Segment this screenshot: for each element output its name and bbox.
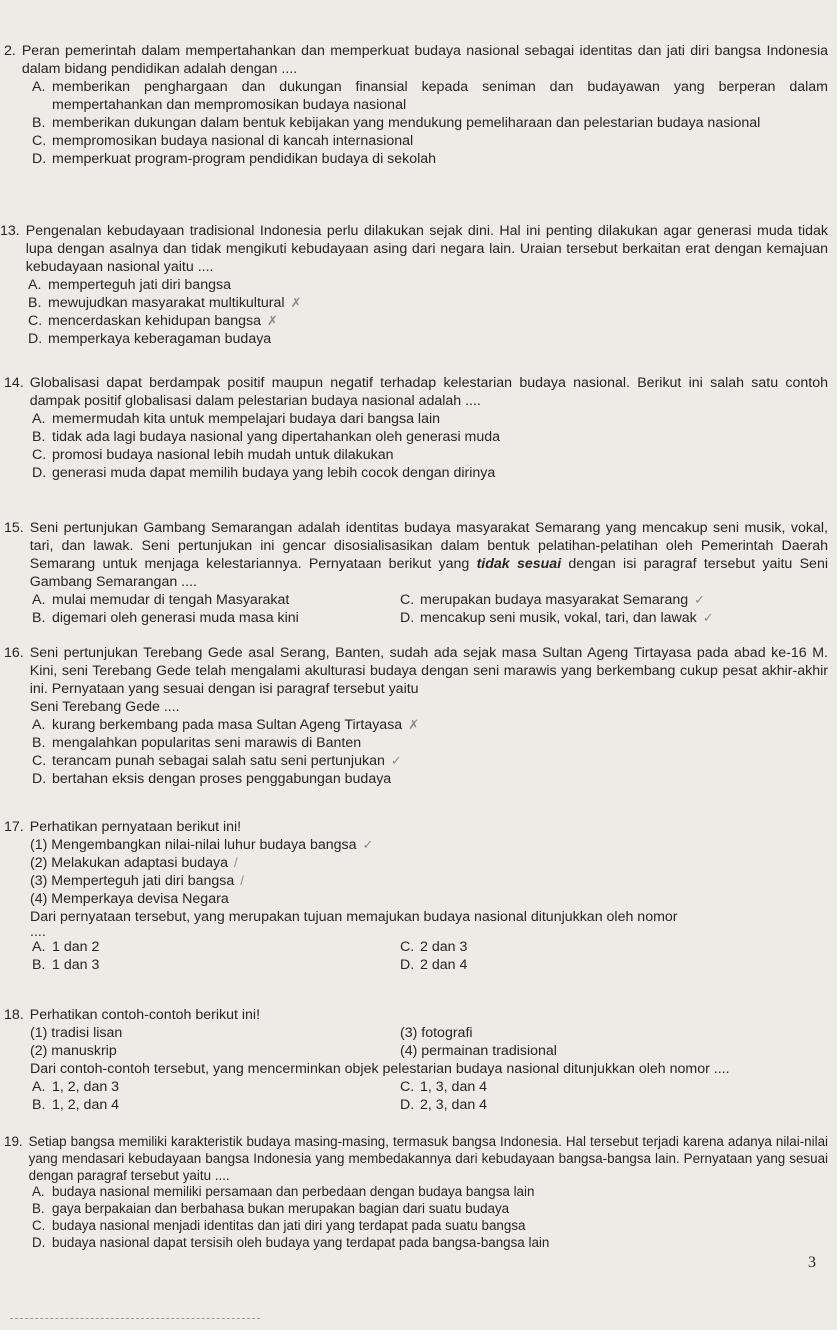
- option-d[interactable]: D. memperkuat program-program pendidikan budaya di sekolah: [32, 151, 437, 167]
- question-14: [4, 374, 828, 482]
- question-stem: Seni pertunjukan Gambang Semarangan adalah identitas budaya masyarakat Semarang yang mencakup seni musik, vokal, tari, dan lawak. Seni pertunjukan ini gencar disosialisasikan dalam bentuk pelatihan-pelatihan oleh Pemerintah Daerah Semarang untuk menjaga kelestariannya. Pernyataan berikut yang tidak sesuai dengan isi paragraf tersebut yaitu Seni Gambang Semarangan ....: [29, 520, 828, 590]
- option-b[interactable]: B. 1, 2, dan 4: [32, 1097, 120, 1113]
- slash-mark-icon: /: [240, 873, 244, 888]
- option-c[interactable]: C. mempromosikan budaya nasional di kancah internasional: [32, 133, 414, 149]
- example-item: (2) manuskrip: [30, 1043, 117, 1059]
- option-a[interactable]: A. budaya nasional memiliki persamaan dan perbedaan dengan budaya bangsa lain: [32, 1184, 535, 1200]
- option-c[interactable]: C. merupakan budaya masyarakat Semarang ✓: [400, 592, 706, 608]
- option-b[interactable]: B. gaya berpakaian dan berbahasa bukan merupakan bagian dari suatu budaya: [32, 1201, 510, 1217]
- statement-item: (1) Mengembangkan nilai-nilai luhur budaya bangsa ✓: [30, 837, 374, 853]
- question-number: 2.: [4, 43, 16, 59]
- check-mark-icon: ✓: [362, 837, 374, 852]
- option-c[interactable]: C. mencerdaskan kehidupan bangsa ✗: [28, 313, 278, 329]
- emphasis-text: tidak sesuai: [476, 556, 562, 572]
- statement-item: (3) Memperteguh jati diri bangsa /: [30, 873, 244, 889]
- option-a[interactable]: A. 1, 2, dan 3: [32, 1079, 120, 1095]
- option-d[interactable]: D. bertahan eksis dengan proses penggabungan budaya: [32, 771, 392, 787]
- cross-mark-icon: ✗: [266, 313, 278, 328]
- option-b[interactable]: B. memberikan dukungan dalam bentuk kebijakan yang mendukung pemeliharaan dan pelestarian budaya nasional: [32, 115, 761, 131]
- option-a[interactable]: A. 1 dan 2: [32, 939, 100, 955]
- example-item: (1) tradisi lisan: [30, 1025, 123, 1041]
- option-d[interactable]: D. generasi muda dapat memilih budaya yang lebih cocok dengan dirinya: [32, 465, 496, 481]
- question-number: 13.: [0, 223, 20, 239]
- cross-mark-icon: ✗: [408, 717, 420, 732]
- question-stem-continuation: Seni Terebang Gede ....: [30, 699, 180, 715]
- question-number: 18.: [4, 1007, 24, 1023]
- question-stem: Peran pemerintah dalam mempertahankan dan memperkuat budaya nasional sebagai identitas dan jati diri bangsa Indonesia dalam bidang pendidikan adalah dengan ....: [21, 43, 828, 77]
- option-d[interactable]: D. mencakup seni musik, vokal, tari, dan lawak ✓: [400, 610, 714, 626]
- option-a[interactable]: A. kurang berkembang pada masa Sultan Ageng Tirtayasa ✗: [32, 717, 420, 733]
- question-stem: Pengenalan kebudayaan tradisional Indonesia perlu dilakukan sejak dini. Hal ini penting dilakukan agar generasi muda tidak lupa dengan asalnya dan tidak mengikuti kebudayaan asing dari negara lain. Uraian tersebut berkaitan erat dengan kemajuan kebudayaan nasional yaitu ....: [25, 223, 828, 275]
- option-a[interactable]: A. memermudah kita untuk mempelajari budaya dari bangsa lain: [32, 411, 441, 427]
- statement-item: (4) Memperkaya devisa Negara: [30, 891, 229, 907]
- option-c[interactable]: C. terancam punah sebagai salah satu seni pertunjukan ✓: [32, 753, 402, 769]
- question-17: [4, 818, 828, 974]
- question-stem: Setiap bangsa memiliki karakteristik budaya masing-masing, termasuk bangsa Indonesia. Hal tersebut terjadi karena adanya nilai-nilai yang mendasari kebudayaan bangsa Indonesia yang membedakannya dari kebudayaan bangsa-bangsa lain. Pernyataan yang sesuai dengan paragraf tersebut yaitu ....: [28, 1134, 828, 1183]
- question-prompt: Dari pernyataan tersebut, yang merupakan tujuan memajukan budaya nasional ditunjukkan oleh nomor: [30, 909, 678, 925]
- option-b[interactable]: B. digemari oleh generasi muda masa kini: [32, 610, 299, 626]
- option-c[interactable]: C. promosi budaya nasional lebih mudah untuk dilakukan: [32, 447, 394, 463]
- page-number: 3: [808, 1254, 816, 1271]
- check-mark-icon: ✓: [694, 592, 706, 607]
- question-number: 14.: [4, 375, 24, 391]
- option-d[interactable]: D. memperkaya keberagaman budaya: [28, 331, 272, 347]
- question-19: [4, 1134, 828, 1252]
- option-b[interactable]: B. mengalahkan popularitas seni marawis di Banten: [32, 735, 362, 751]
- option-b[interactable]: B. 1 dan 3: [32, 957, 100, 973]
- question-prompt: Dari contoh-contoh tersebut, yang mencerminkan objek pelestarian budaya nasional ditunjukkan oleh nomor ....: [30, 1061, 730, 1077]
- option-a[interactable]: A. memperteguh jati diri bangsa: [28, 277, 231, 293]
- question-stem: Seni pertunjukan Terebang Gede asal Serang, Banten, sudah ada sejak masa Sultan Ageng Tirtayasa pada abad ke-16 M. Kini, seni Terebang Gede telah mengalami akulturasi budaya dengan seni marawis yang berkembang cukup pesat akhir-akhir ini. Pernyataan yang sesuai dengan isi paragraf tersebut yaitu: [29, 645, 828, 697]
- question-15: [4, 519, 828, 627]
- option-c[interactable]: C. 2 dan 3: [400, 939, 468, 955]
- example-item: (3) fotografi: [400, 1025, 473, 1041]
- question-stem: Globalisasi dapat berdampak positif maupun negatif terhadap kelestarian budaya nasional. Berikut ini salah satu contoh dampak positif globalisasi dalam pelestarian budaya nasional adalah ....: [29, 375, 828, 409]
- statement-item: (2) Melakukan adaptasi budaya /: [30, 855, 238, 871]
- question-stem: Perhatikan pernyataan berikut ini!: [29, 819, 242, 835]
- question-stem: Perhatikan contoh-contoh berikut ini!: [29, 1007, 261, 1023]
- question-number: 16.: [4, 645, 24, 661]
- question-number: 17.: [4, 819, 24, 835]
- question-16: [4, 644, 828, 788]
- question-ellipsis: ....: [30, 924, 46, 940]
- option-c[interactable]: C. budaya nasional menjadi identitas dan jati diri yang terdapat pada suatu bangsa: [32, 1217, 526, 1233]
- option-c[interactable]: C. 1, 3, dan 4: [400, 1079, 488, 1095]
- slash-mark-icon: /: [233, 855, 238, 870]
- option-b[interactable]: B. tidak ada lagi budaya nasional yang dipertahankan oleh generasi muda: [32, 429, 501, 445]
- option-d[interactable]: D. budaya nasional dapat tersisih oleh budaya yang terdapat pada bangsa-bangsa lain: [32, 1234, 550, 1250]
- cross-mark-icon: ✗: [290, 295, 302, 310]
- question-13: [0, 222, 828, 348]
- option-b[interactable]: B. mewujudkan masyarakat multikultural ✗: [28, 295, 302, 311]
- option-d[interactable]: D. 2, 3, dan 4: [400, 1097, 488, 1113]
- question-number: 19.: [4, 1134, 23, 1149]
- option-d[interactable]: D. 2 dan 4: [400, 957, 468, 973]
- check-mark-icon: ✓: [702, 610, 714, 625]
- question-number: 15.: [4, 520, 24, 536]
- footer-divider: [10, 1318, 260, 1319]
- question-2: [4, 42, 828, 168]
- check-mark-icon: ✓: [390, 753, 402, 768]
- example-item: (4) permainan tradisional: [400, 1043, 557, 1059]
- option-a[interactable]: A. memberikan penghargaan dan dukungan finansial kepada seniman dan budayawan yang berperan dalam mempertahankan dan mempromosikan budaya nasional: [32, 79, 828, 113]
- question-18: [4, 1006, 828, 1114]
- option-a[interactable]: A. mulai memudar di tengah Masyarakat: [32, 592, 290, 608]
